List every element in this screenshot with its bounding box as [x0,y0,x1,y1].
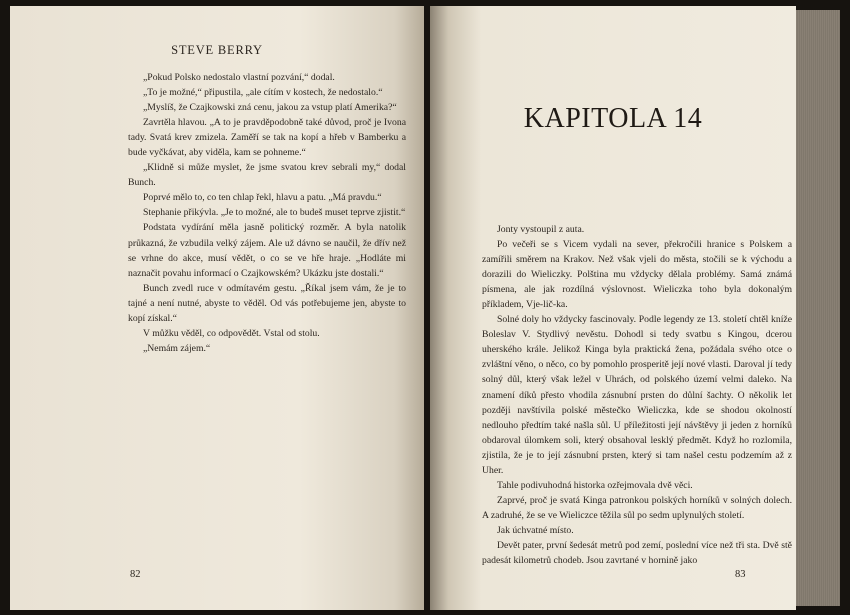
paragraph: Podstata vydírání měla jasně politický rozměr. A byla natolik průkazná, že vzbudila velký zájem. Ale už dávno se naučil, že dřív než se vrhne do akce, musí vědět, o co se ve hře hraje. „Hodláte mi naznačit povahu informací o Czajkowském? Ukázku jste dostali.“ [128,222,406,279]
running-head: STEVE BERRY [171,43,263,57]
chapter-title: KAPITOLA 14 [523,103,703,134]
right-page [430,6,796,610]
paragraph: V můžku věděl, co odpovědět. Vstal od stolu. [143,327,320,339]
paragraph: Jonty vystoupil z auta. [497,224,585,235]
paragraph: Stephanie přikývla. „Je to možné, ale to budeš muset teprve zjistit.“ [143,207,406,219]
paragraph: „Myslíš, že Czajkowski zná cenu, jakou za vstup platí Amerika?“ [143,102,397,114]
left-page-text [128,70,406,356]
paragraph: „Nemám zájem.“ [143,342,211,354]
paragraph: Solné doly ho vždycky fascinovaly. Podle legendy ze 13. století chtěl kníže Boleslav V. Stydlivý nevěstu. Dohodl si tedy svatbu s Kingou, dcerou uherského krále. Jelikož Kinga byla praktická žena, požádala svého otce o zvláštní věno, o něco, co by pomohlo prosperitě její nové vlasti. Daroval jí tedy solný důl, který však ležel v Uhrách, od polského území velmi daleko. Na znamení díků přesto vhodila zásnubní prsten do důlní šachty. O několik let později navštívila polské městečko Wieliczka, kde se shodou okolností nedlouho předtím také našla sůl. U příležitosti její návštěvy ji jeden z horníků obdaroval úlomkem soli, který obsahoval lesklý předmět. Když ho rozlomila, zjistila, že je to její zásnubní prsten, který si tam našel cestu podzemím až z Uher. [482,314,792,476]
page-number: 82 [130,569,141,580]
paragraph: „Pokud Polsko nedostalo vlastní pozvání,“ dodal. [143,72,335,83]
paragraph: Devět pater, první šedesát metrů pod zemí, poslední více než tři sta. Dvě stě padesát kilometrů chodeb. Jsou zavrtané v hornině jako [482,539,792,567]
paragraph: Jak úchvatné místo. [497,524,574,536]
paragraph: „To je možné,“ připustila, „ale cítím v kostech, že nedostalo.“ [143,87,383,99]
paragraph: „Klidně si může myslet, že jsme svatou krev sebrali my,“ dodal Bunch. [128,162,406,189]
paragraph: Poprvé mělo to, co ten chlap řekl, hlavu a patu. „Má pravdu.“ [143,192,382,204]
left-page [10,6,424,610]
page-number: 83 [735,569,746,580]
book-page-edges [796,10,840,606]
paragraph: Zavrtěla hlavou. „A to je pravděpodobně také důvod, proč je Ivona tady. Svatá krev zmizela. Zaměří se tak na kopí a hřeb v Bamberku a bude vyčkávat, aby viděla, kam se pohneme.“ [128,117,406,159]
paragraph: Po večeři se s Vicem vydali na sever, překročili hranice s Polskem a zamířili směrem na Krakov. Než však vjeli do města, stočili se k východu a dorazili do Wieliczky. Polština mu vždycky dělala problémy. Samá známá písmena, ale jak rozdílná výslovnost. Wieliczka toho byla dokonalým příkladem, Vje-lič-ka. [482,239,792,311]
right-page-text [482,222,792,568]
paragraph: Zaprvé, proč je svatá Kinga patronkou polských horníků v solných dolech. A zadruhé, že se ve Wieliczce těžila sůl po sedm uplynulých století. [482,494,792,521]
paragraph: Bunch zvedl ruce v odmítavém gestu. „Říkal jsem vám, že je to tajné a není nutné, abyste to věděl. Od vás potřebujeme jen, abyste to kopí získal.“ [128,282,406,324]
paragraph: Tahle podivuhodná historka ozřejmovala dvě věci. [497,479,693,491]
